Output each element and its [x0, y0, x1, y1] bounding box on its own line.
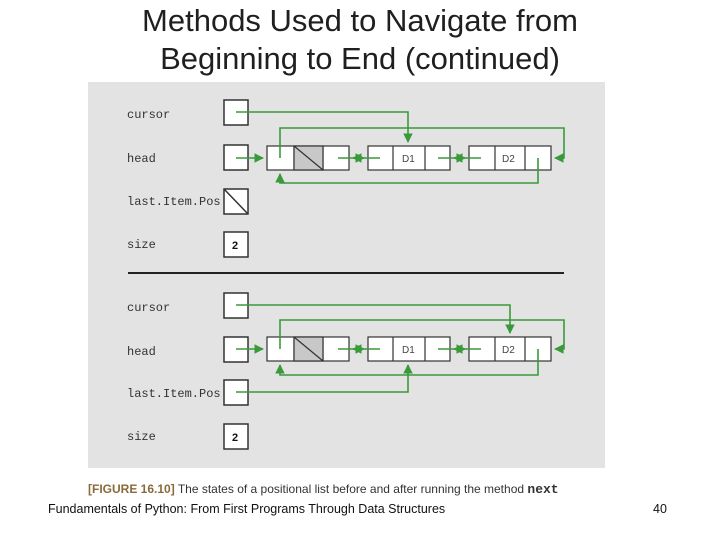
- label-last-item-pos-2: last.Item.Pos: [127, 387, 221, 401]
- figure-label: [FIGURE 16.10]: [88, 482, 175, 496]
- caption-text: The states of a positional list before and after running the method: [177, 482, 525, 496]
- node-d2-label-2: D2: [502, 345, 515, 356]
- figure-panel: [88, 82, 605, 468]
- label-head-2: head: [127, 345, 156, 359]
- footer-source: Fundamentals of Python: From First Programs Through Data Structures: [48, 502, 446, 516]
- figure-caption: [88, 480, 688, 498]
- state-before: [127, 100, 564, 257]
- page-number: 40: [653, 502, 667, 516]
- linked-list-diagram: [88, 82, 605, 468]
- caption-method: next: [527, 482, 559, 497]
- slide-title: [0, 2, 720, 78]
- node-d2-label: D2: [502, 154, 515, 165]
- last-item-pos-null-box: [224, 189, 248, 214]
- label-size-2: size: [127, 430, 156, 444]
- label-head: head: [127, 152, 156, 166]
- label-cursor-2: cursor: [127, 301, 171, 315]
- title-line-1: Methods Used to Navigate from: [142, 3, 578, 38]
- state-after: [127, 293, 564, 449]
- size-value-2: 2: [232, 432, 239, 444]
- node-d1-label-2: D1: [402, 345, 415, 356]
- label-cursor: cursor: [127, 108, 171, 122]
- title-line-2: Beginning to End (continued): [160, 41, 560, 76]
- node-d1: [368, 146, 450, 170]
- size-value: 2: [232, 240, 239, 252]
- label-last-item-pos: last.Item.Pos: [127, 195, 221, 209]
- label-size: size: [127, 238, 156, 252]
- node-d1-2: [368, 337, 450, 361]
- node-d1-label: D1: [402, 154, 415, 165]
